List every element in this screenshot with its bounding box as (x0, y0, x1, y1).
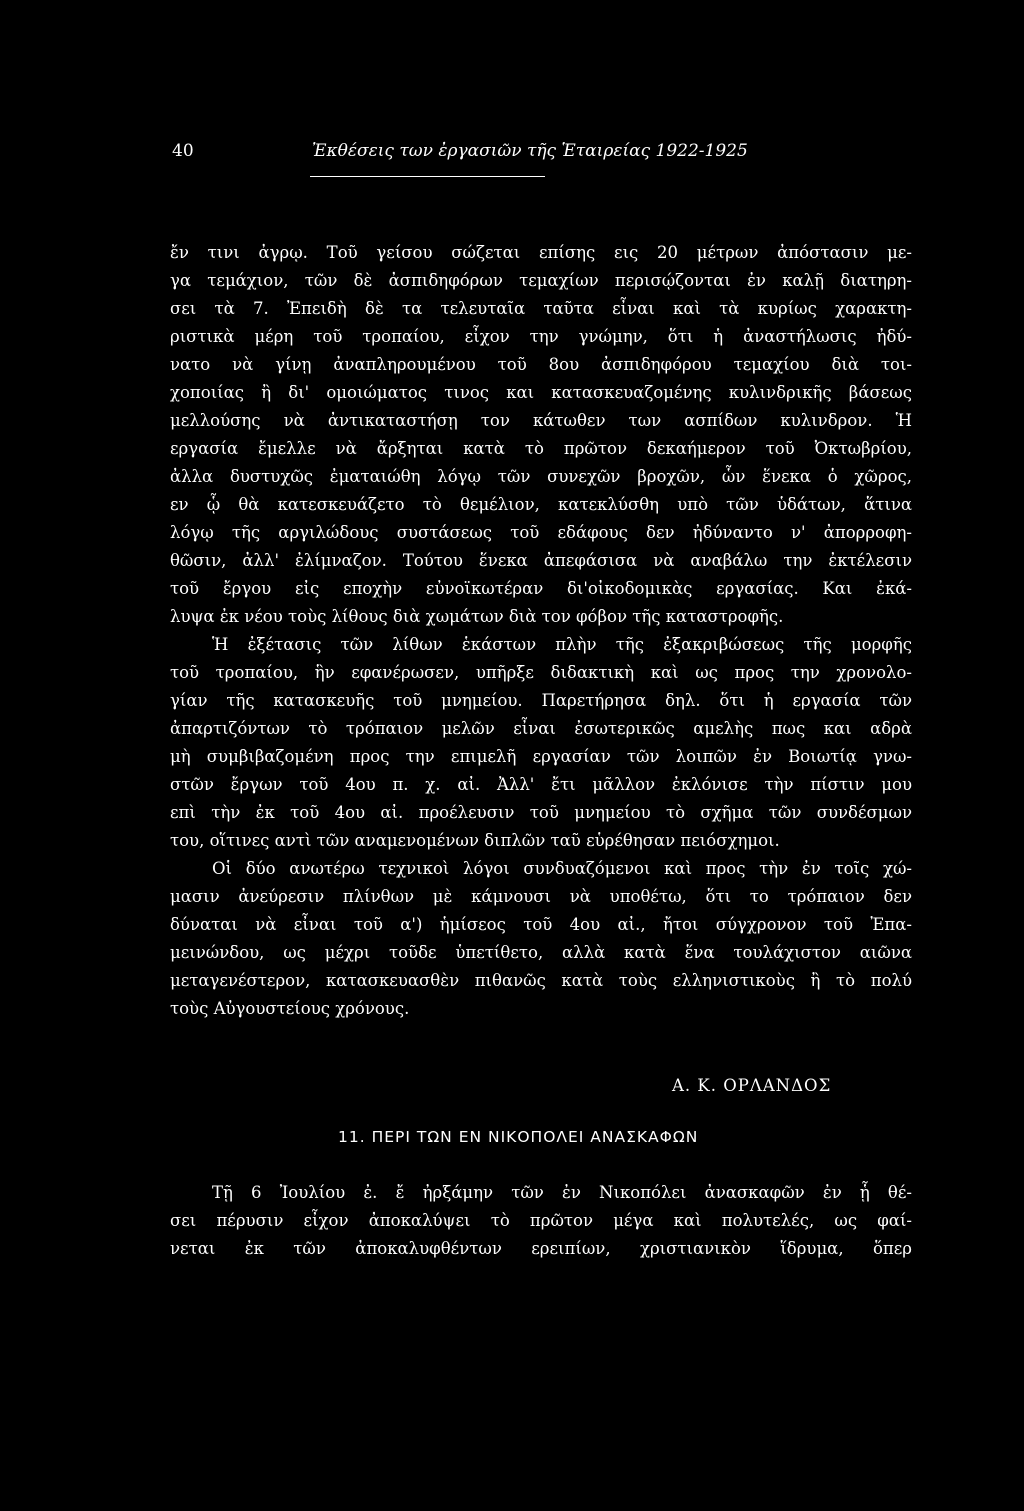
author-signature: Α. Κ. ΟΡΛΑΝΔΟΣ (672, 1076, 832, 1095)
section-heading: 11. ΠΕΡΙ ΤΩΝ ΕΝ ΝΙΚΟΠΟΛΕΙ ΑΝΑΣΚΑΦΩΝ (338, 1128, 699, 1146)
text-line: τοὺς Αὐγουστείους χρόνους. (170, 999, 410, 1018)
page-header (172, 141, 912, 173)
text-line: μελλούσης νὰ ἀντικαταστήσῃ τον κάτωθεν των ασπίδων κυλινδρον. Ἡ (170, 411, 912, 430)
text-line: ἀπαρτιζόντων τὸ τρόπαιον μελῶν εἶναι ἐσωτερικῶς αμελὴς πως και αδρὰ (170, 719, 912, 738)
text-line: σει τὰ 7. Ἐπειδὴ δὲ τα τελευταῖα ταῦτα εἶναι καὶ τὰ κυρίως χαρακτη- (170, 299, 912, 318)
text-line: νατο νὰ γίνῃ ἀναπληρουμένου τοῦ 8ου ἀσπιδηφόρου τεμαχίου διὰ τοι- (170, 355, 912, 374)
text-line: δύναται νὰ εἶναι τοῦ α') ἡμίσεος τοῦ 4ου αἰ., ἤτοι σύγχρονον τοῦ Ἐπα- (170, 915, 912, 934)
text-line: μασιν ἀνεύρεσιν πλίνθων μὲ κάμνουσι νὰ υποθέτω, ὅτι το τρόπαιον δεν (170, 887, 912, 906)
text-line: μεταγενέστερον, κατασκευασθὲν πιθανῶς κατὰ τοὺς ελληνιστικοὺς ἢ τὸ πολύ (170, 971, 912, 990)
text-line: μεινώνδου, ως μέχρι τοῦδε ὑπετίθετο, αλλὰ κατὰ ἕνα τουλάχιστον αιῶνα (170, 943, 912, 962)
text-line: Ἡ ἐξέτασις τῶν λίθων ἑκάστων πλὴν τῆς ἐξακριβώσεως τῆς μορφῆς (212, 635, 912, 654)
text-line: τοῦ τροπαίου, ἣν εφανέρωσεν, υπῆρξε διδακτικὴ καὶ ως προς την χρονολο- (170, 663, 912, 682)
text-line: επὶ τὴν ἐκ τοῦ 4ου αἰ. προέλευσιν τοῦ μνημείου τὸ σχῆμα τῶν συνδέσμων (170, 803, 912, 822)
text-line: ἔν τινι ἀγρῳ. Τοῦ γείσου σώζεται επίσης εις 20 μέτρων ἀπόστασιν με- (170, 243, 912, 262)
text-line: Οἱ δύο ανωτέρω τεχνικοὶ λόγοι συνδυαζόμενοι καὶ προς τὴν ἐν τοῖς χώ- (212, 859, 912, 878)
text-line: του, οἵτινες αντὶ τῶν αναμενομένων διπλῶν ταῦ εὑρέθησαν πειόσχημοι. (170, 831, 780, 850)
text-line: χοποιίας ἢ δι' ομοιώματος τινος και κατασκευαζομένης κυλινδρικῆς βάσεως (170, 383, 912, 402)
text-line: νεται ἐκ τῶν ἀποκαλυφθέντων ερειπίων, χριστιανικὸν ἵδρυμα, ὅπερ (170, 1239, 912, 1258)
text-line: σει πέρυσιν εἶχον ἀποκαλύψει τὸ πρῶτον μέγα καὶ πολυτελές, ως φαί- (170, 1211, 912, 1230)
text-line: στῶν ἔργων τοῦ 4ου π. χ. αἰ. Ἀλλ' ἔτι μᾶλλον ἐκλόνισε τὴν πίστιν μου (170, 775, 912, 794)
text-line: μὴ συμβιβαζομένη προς την επιμελῆ εργασίαν τῶν λοιπῶν ἐν Βοιωτίᾳ γνω- (170, 747, 912, 766)
header-rule (310, 176, 545, 177)
running-title: Ἐκθέσεις των ἐργασιῶν τῆς Ἑταιρείας 1922-1925 (312, 141, 748, 161)
text-line: γα τεμάχιον, τῶν δὲ ἀσπιδηφόρων τεμαχίων περισῴζονται ἐν καλῇ διατηρη- (170, 271, 912, 290)
text-line: γίαν τῆς κατασκευῆς τοῦ μνημείου. Παρετήρησα δηλ. ὅτι ἡ εργασία τῶν (170, 691, 912, 710)
text-line: εν ᾧ θὰ κατεσκευάζετο τὸ θεμέλιον, κατεκλύσθη υπὸ τῶν ὑδάτων, ἅτινα (170, 495, 912, 514)
text-line: τοῦ ἔργου εἰς εποχὴν εὐνοϊκωτέραν δι'οἰκοδομικὰς εργασίας. Και ἐκά- (170, 579, 912, 598)
text-line: λόγῳ τῆς αργιλώδους συστάσεως τοῦ εδάφους δεν ἠδύναντο ν' ἀπορροφη- (170, 523, 912, 542)
text-line: θῶσιν, ἀλλ' ἐλίμναζον. Τούτου ἕνεκα ἀπεφάσισα νὰ αναβάλω την ἐκτέλεσιν (170, 551, 912, 570)
text-line: λυψα ἐκ νέου τοὺς λίθους διὰ χωμάτων διὰ τον φόβον τῆς καταστροφῆς. (170, 607, 784, 626)
text-line: Τῇ 6 Ἰουλίου ἐ. ἔ ἠρξάμην τῶν ἐν Νικοπόλει ἀνασκαφῶν ἐν ᾗ θέ- (212, 1183, 912, 1202)
page-number: 40 (172, 141, 194, 161)
text-line: ἀλλα δυστυχῶς ἐματαιώθη λόγῳ τῶν συνεχῶν βροχῶν, ὧν ἕνεκα ὁ χῶρος, (170, 467, 912, 486)
text-line: εργασία ἔμελλε νὰ ἄρξηται κατὰ τὸ πρῶτον δεκαήμερον τοῦ Ὀκτωβρίου, (170, 439, 912, 458)
text-line: ριστικὰ μέρη τοῦ τροπαίου, εἶχον την γνώμην, ὅτι ἡ ἀναστήλωσις ἠδύ- (170, 327, 912, 346)
